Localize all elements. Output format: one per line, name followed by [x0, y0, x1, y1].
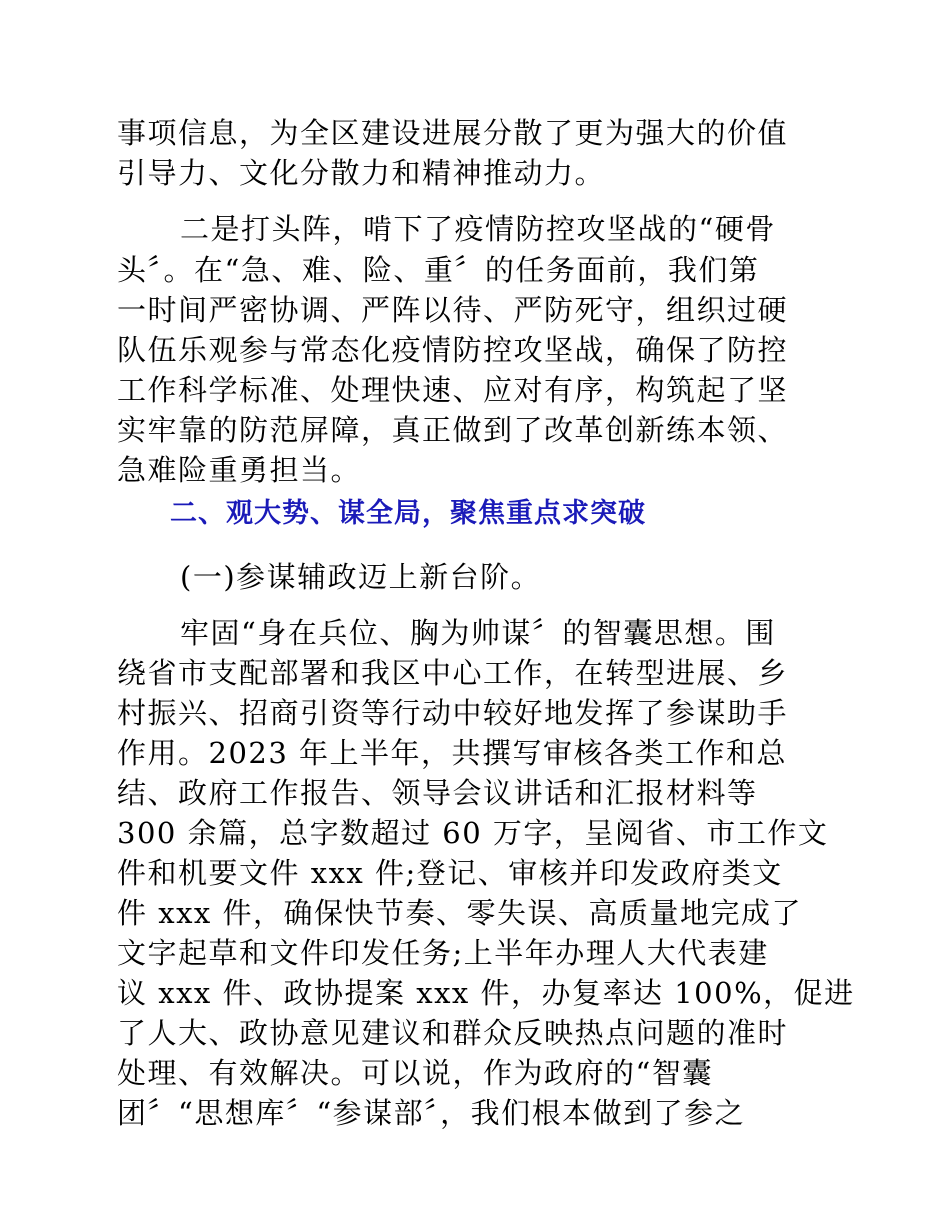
paragraph-line: 件 xxx 件，确保快节奏、零失误、高质量地完成了: [117, 896, 803, 930]
paragraph-line: 作用。2023 年上半年，共撰写审核各类工作和总: [117, 736, 788, 770]
paragraph-line: 议 xxx 件、政协提案 xxx 件，办复率达 100%，促进: [117, 976, 855, 1010]
paragraph-line: 二是打头阵，啃下了疫情防控攻坚战的“硬骨: [180, 212, 776, 246]
paragraph-line: 一时间严密协调、严阵以待、严防死守，组织过硬: [117, 293, 789, 327]
section-heading: 二、观大势、谋全局，聚焦重点求突破: [170, 498, 646, 529]
paragraph-line: 绕省市支配部署和我区中心工作，在转型进展、乡: [117, 656, 789, 690]
paragraph-line: 实牢靠的防范屏障，真正做到了改革创新练本领、: [117, 413, 789, 447]
subsection-heading: (一)参谋辅政迈上新台阶。: [180, 560, 542, 594]
paragraph-line: 队伍乐观参与常态化疫情防控攻坚战，确保了防控: [117, 333, 789, 367]
paragraph-line: 处理、有效解决。可以说，作为政府的“智囊: [117, 1056, 713, 1090]
paragraph-line: 结、政府工作报告、领导会议讲话和汇报材料等: [117, 776, 758, 810]
paragraph-line: 村振兴、招商引资等行动中较好地发挥了参谋助手: [117, 696, 789, 730]
paragraph-line: 工作科学标准、处理快速、应对有序，构筑起了坚: [117, 373, 789, 407]
paragraph-line: 事项信息，为全区建设进展分散了更为强大的价值: [117, 116, 789, 150]
paragraph-line: 头〞。在“急、难、险、重〞的任务面前，我们第: [117, 253, 760, 287]
paragraph-line: 急难险重勇担当。: [117, 453, 362, 487]
paragraph-line: 团〞“思想库〞“参谋部〞，我们根本做到了参之: [117, 1096, 746, 1130]
paragraph-line: 件和机要文件 xxx 件;登记、审核并印发政府类文: [117, 856, 783, 890]
paragraph-line: 引导力、文化分散力和精神推动力。: [117, 156, 606, 190]
paragraph-line: 牢固“身在兵位、胸为帅谋〞的智囊思想。围: [180, 616, 776, 650]
paragraph-line: 300 余篇，总字数超过 60 万字，呈阅省、市工作文: [117, 816, 829, 850]
paragraph-line: 文字起草和文件印发任务;上半年办理人大代表建: [117, 936, 769, 970]
paragraph-line: 了人大、政协意见建议和群众反映热点问题的准时: [117, 1016, 789, 1050]
